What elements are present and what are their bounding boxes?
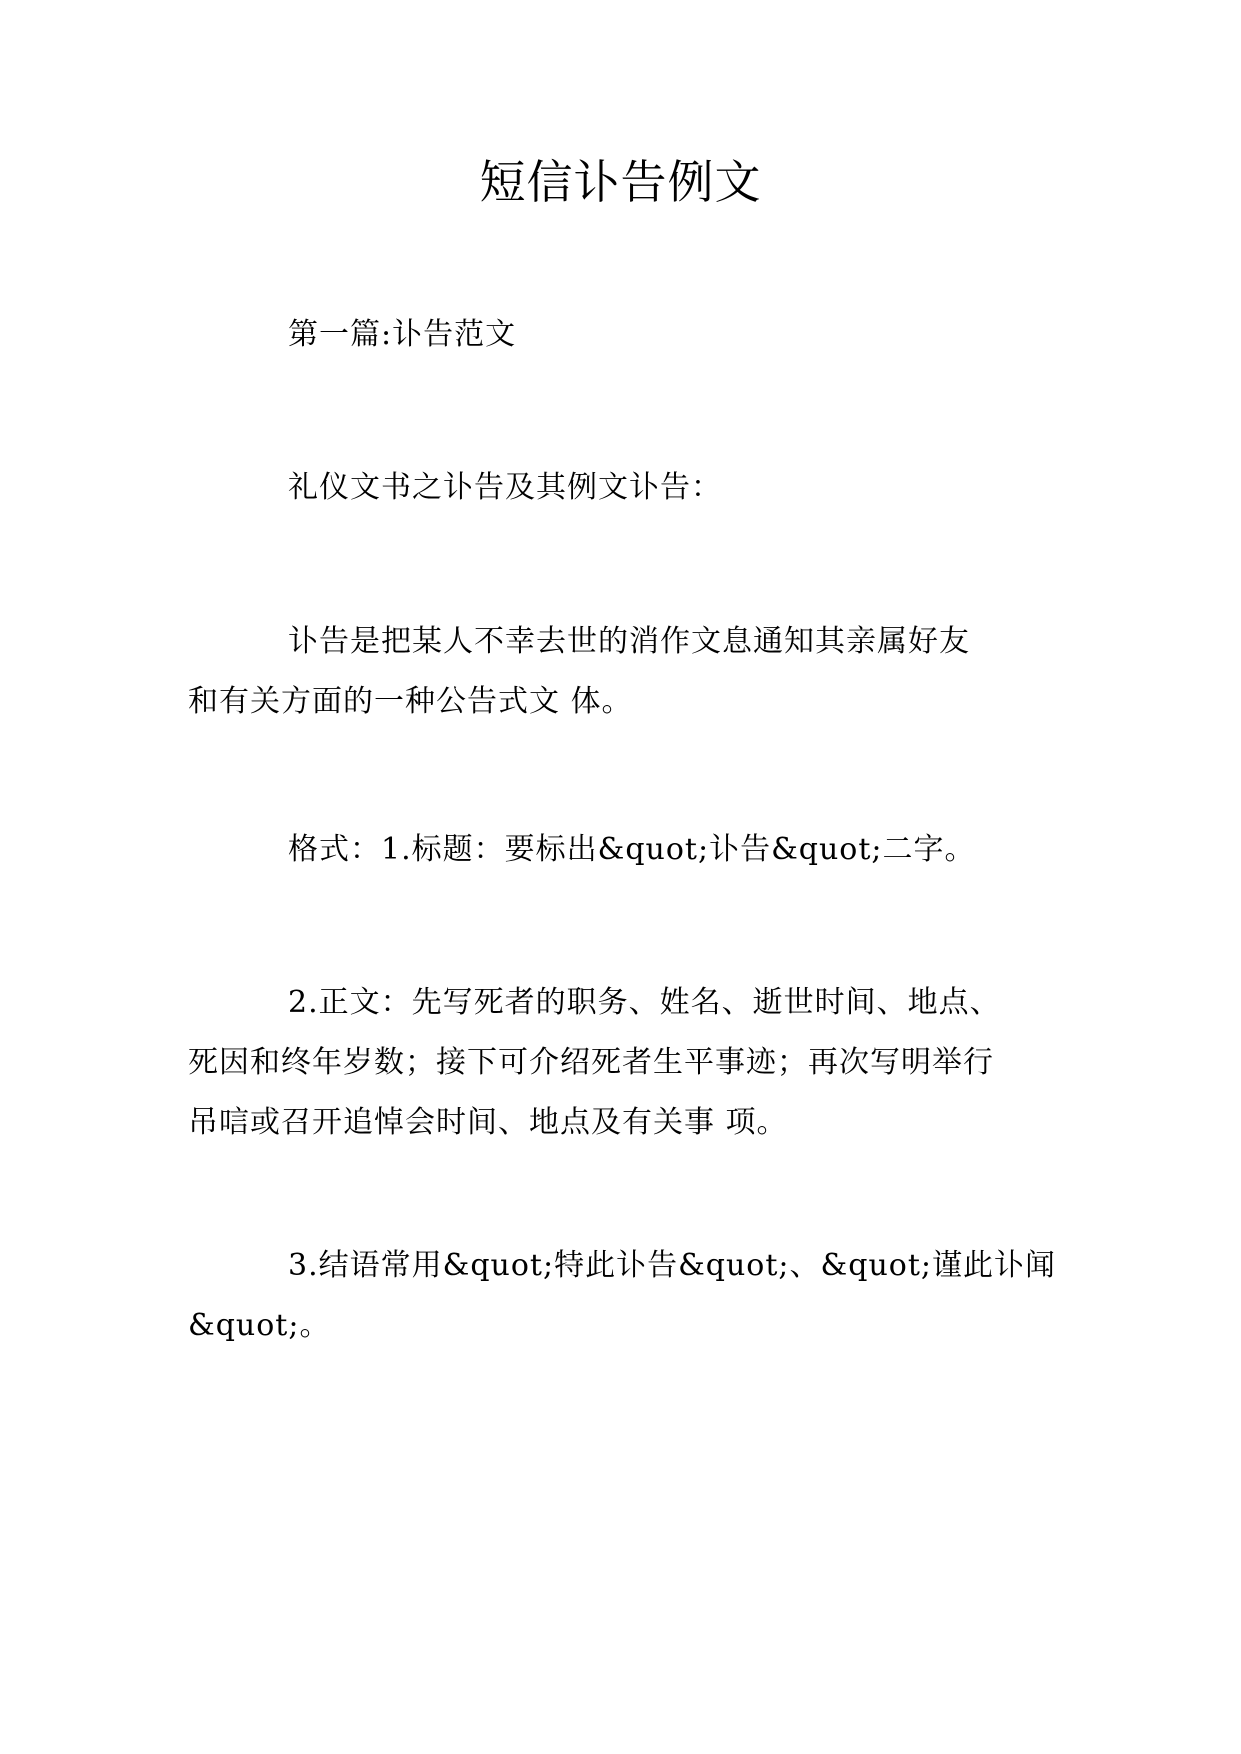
section-heading-text: 第一篇:讣告范文	[288, 317, 517, 352]
paragraph-line: 3.结语常用&quot;特此讣告&quot;、&quot;谨此讣闻	[288, 1248, 1056, 1283]
paragraph-line: 格式：1.标题：要标出&quot;讣告&quot;二字。	[288, 832, 976, 867]
subheading	[188, 458, 1058, 518]
paragraph-line: &quot;。	[188, 1308, 331, 1343]
paragraph-line: 吊唁或召开追悼会时间、地点及有关事 项。	[188, 1105, 788, 1140]
paragraph-line: 和有关方面的一种公告式文 体。	[188, 684, 633, 719]
paragraph-line: 讣告是把某人不幸去世的消作文息通知其亲属好友	[288, 624, 970, 659]
document-title: 短信讣告例文	[479, 155, 762, 209]
subheading-text: 礼仪文书之讣告及其例文讣告：	[288, 470, 722, 505]
paragraph-definition	[188, 612, 1058, 732]
paragraph-closing	[188, 1236, 1058, 1356]
paragraph-format	[188, 820, 1058, 880]
paragraph-body	[188, 973, 1058, 1153]
paragraph-line: 死因和终年岁数；接下可介绍死者生平事迹；再次写明举行	[188, 1045, 994, 1080]
paragraph-line: 2.正文：先写死者的职务、姓名、逝世时间、地点、	[288, 985, 1001, 1020]
section-heading	[188, 305, 1058, 365]
